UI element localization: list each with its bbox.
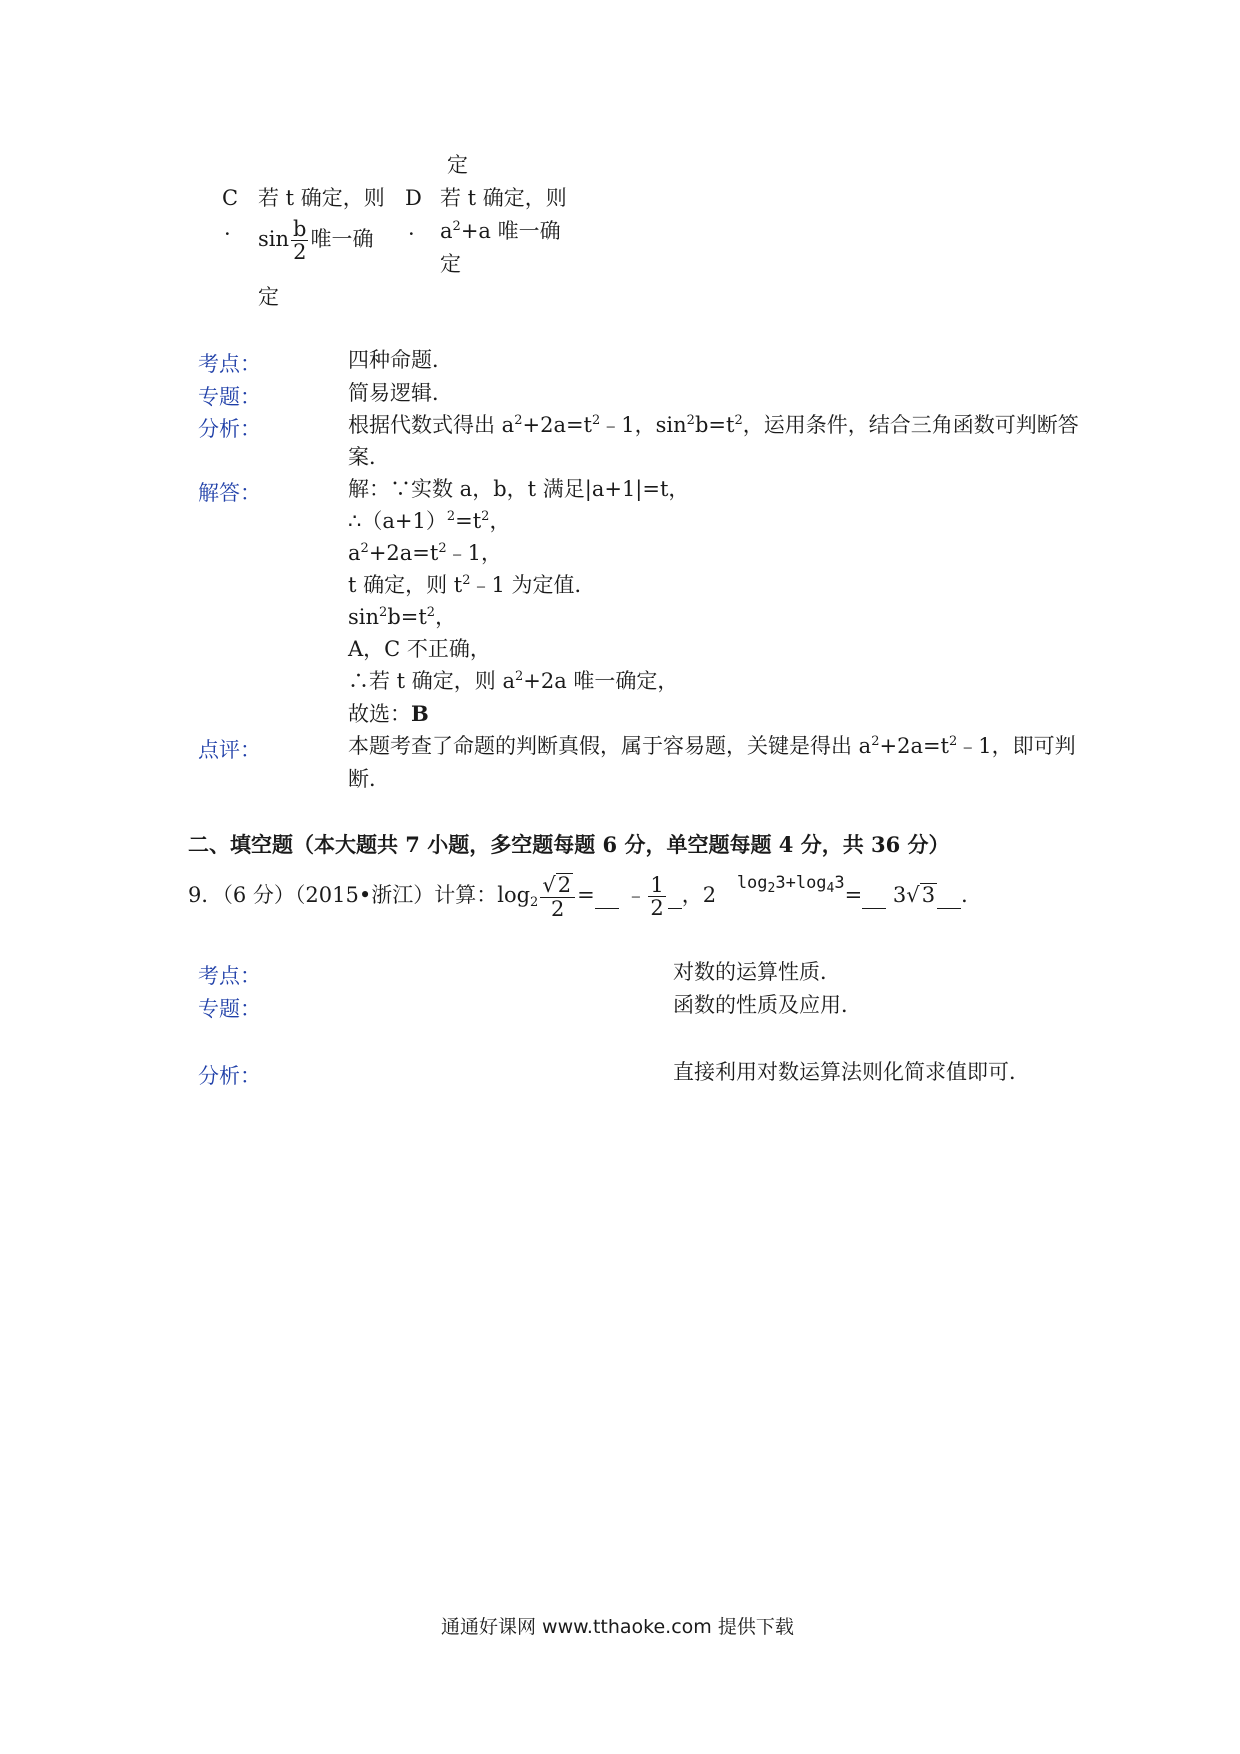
- q8-dianping-line1: 本题考查了命题的判断真假，属于容易题，关键是得出 $a^2+2a=t^2﹣1$，即可判: [348, 734, 1076, 758]
- option-c-line3: 定: [258, 285, 279, 309]
- q8-answer: B: [411, 701, 429, 726]
- q8-zhuanti-text: 简易逻辑．: [348, 381, 453, 405]
- q8-dianping-label: 点评：: [198, 738, 261, 762]
- option-d-line2: $a^2+a$ 唯一确: [440, 219, 561, 243]
- q9-kaodian-text: 对数的运算性质．: [673, 960, 841, 984]
- option-c-line1: 若 t 确定，则: [258, 186, 385, 210]
- option-c-letter: C: [222, 186, 239, 210]
- q8-kaodian-label: 考点：: [198, 352, 261, 376]
- option-c-line2: sin $\frac{b}{2}$ 唯一确: [258, 217, 374, 265]
- q9-answer1: ﹣ $\frac{1}{2}$: [625, 873, 664, 921]
- q8-jieda-line8: 故选：B: [348, 701, 429, 726]
- option-d-top-text: 定: [447, 153, 468, 177]
- q8-jieda-line5: $\sin^2b=t^2$，: [348, 605, 457, 629]
- q8-jieda-line7: ∴若 t 确定，则 $a^2+2a$ 唯一确定，: [348, 669, 679, 693]
- q9-answer2-blank: [862, 883, 886, 909]
- q9-fenxi-text: 直接利用对数运算法则化简求值即可．: [673, 1060, 1030, 1084]
- option-d-dot: ·: [408, 222, 415, 246]
- q9-answer2: 3√3: [892, 883, 936, 908]
- q8-fenxi-line2: 案．: [348, 445, 390, 469]
- section-heading: 二、填空题（本大题共 7 小题，多空题每题 6 分，单空题每题 4 分，共 36 分）: [188, 832, 950, 857]
- q8-zhuanti-label: 专题：: [198, 385, 261, 409]
- q8-jieda-line4: t 确定，则 $t^2﹣1$ 为定值．: [348, 573, 596, 597]
- q9-zhuanti-text: 函数的性质及应用．: [673, 993, 862, 1017]
- option-c-fraction: $\frac{b}{2}$: [293, 217, 307, 265]
- q8-jieda-line2: $\therefore(a+1)^2=t^2$，: [348, 509, 511, 533]
- q8-jieda-line1: 解：∵实数 a，b，t 满足|a+1|=t，: [348, 477, 690, 501]
- q9-question: 9．（6 分）（2015•浙江）计算：$\log_2$ $\frac{√2}{2}$ = ﹣ $\frac{1}{2}$ ，2 $\log_23+\log_43= 3√3$ ．: [188, 873, 983, 922]
- q8-fenxi-label: 分析：: [198, 417, 261, 441]
- q8-kaodian-text: 四种命题．: [348, 348, 453, 372]
- q8-jieda-line3: $a^2+2a=t^2﹣1$，: [348, 541, 502, 565]
- q9-fenxi-label: 分析：: [198, 1064, 261, 1088]
- q8-fenxi-line1: 根据代数式得出 $a^2+2a=t^2﹣1$，$\sin^2b=t^2$，运用条件，结合三角函数可判断答: [348, 413, 1079, 437]
- q8-jieda-line6: A，C 不正确，: [348, 637, 491, 661]
- option-d-letter: D: [405, 186, 422, 210]
- q9-answer1-blank: [595, 883, 619, 909]
- q9-exponent: $\log_23+\log_43$: [736, 873, 845, 897]
- q8-jieda-label: 解答：: [198, 481, 261, 505]
- q9-sqrt2-over-2-fraction: $\frac{√2}{2}$: [540, 873, 575, 920]
- option-d-line1: 若 t 确定，则: [440, 186, 567, 210]
- option-d-line3: 定: [440, 252, 461, 276]
- q8-dianping-line2: 断．: [348, 767, 390, 791]
- q9-kaodian-label: 考点：: [198, 964, 261, 988]
- footer-text: 通通好课网 www.tthaoke.com 提供下载: [441, 1616, 794, 1638]
- option-c-dot: ·: [224, 222, 231, 246]
- q9-zhuanti-label: 专题：: [198, 997, 261, 1021]
